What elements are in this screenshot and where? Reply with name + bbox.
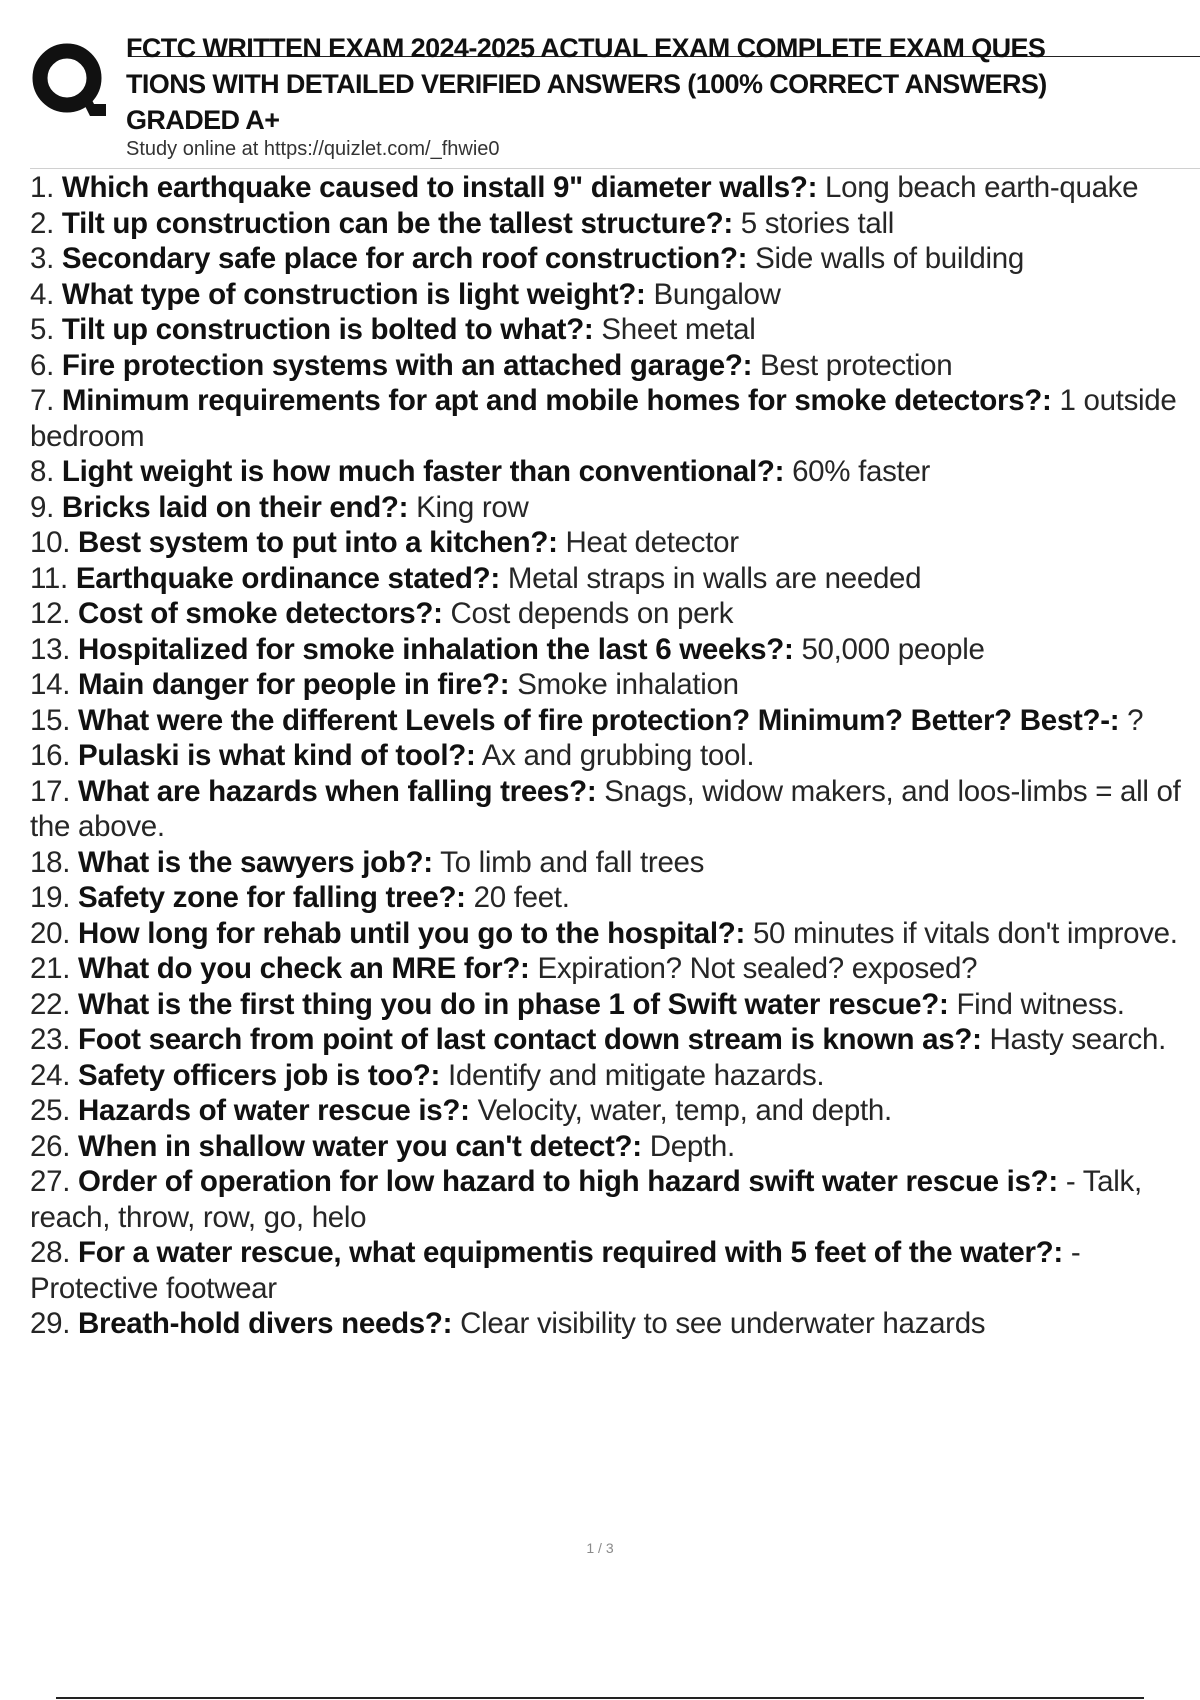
question-number: 27. xyxy=(30,1165,71,1198)
answer-text: Smoke inhalation xyxy=(517,668,739,701)
question-number: 29. xyxy=(30,1307,71,1340)
answer-text: Side walls of building xyxy=(755,242,1024,275)
question-text: When in shallow water you can't detect?: xyxy=(78,1129,642,1163)
question-list xyxy=(30,170,1200,1342)
document-header xyxy=(30,30,1200,170)
question-number: 20. xyxy=(30,916,71,950)
question-item xyxy=(30,596,1200,632)
question-number: 12. xyxy=(30,597,71,630)
question-text: What were the different Levels of fire protection? Minimum? Better? Best?-: xyxy=(78,703,1120,737)
question-item xyxy=(30,1306,1200,1342)
question-text: Which earthquake caused to install 9" diameter walls?: xyxy=(61,171,818,204)
question-item xyxy=(30,738,1200,774)
question-item xyxy=(30,206,1200,242)
question-number: 10. xyxy=(30,526,71,559)
answer-text: ? xyxy=(1127,703,1144,737)
answer-text: Ax and grubbing tool. xyxy=(481,739,755,772)
question-number: 4. xyxy=(30,277,55,311)
question-text: Minimum requirements for apt and mobile homes for smoke detectors?: xyxy=(61,384,1052,417)
question-text: Cost of smoke detectors?: xyxy=(78,597,443,630)
question-item xyxy=(30,1164,1200,1235)
question-number: 2. xyxy=(30,206,55,240)
answer-text: Cost depends on perk xyxy=(450,597,734,630)
answer-text: 1 outside bedroom xyxy=(30,384,1177,453)
question-item xyxy=(30,632,1200,668)
document-title xyxy=(126,30,1200,138)
question-item xyxy=(30,1235,1200,1306)
question-text: What do you check an MRE for?: xyxy=(78,952,530,985)
question-number: 21. xyxy=(30,952,71,985)
question-text: Breath-hold divers needs?: xyxy=(78,1307,453,1340)
answer-text: Long beach earth-quake xyxy=(825,171,1139,204)
question-text: Secondary safe place for arch roof construction?: xyxy=(61,242,748,275)
question-number: 23. xyxy=(30,1023,71,1056)
question-text: Tilt up construction is bolted to what?: xyxy=(61,313,594,346)
question-item xyxy=(30,1022,1200,1058)
question-text: Hospitalized for smoke inhalation the last 6 weeks?: xyxy=(78,632,794,666)
question-number: 15. xyxy=(30,703,71,737)
answer-text: 50 minutes if vitals don't improve. xyxy=(752,916,1178,950)
question-text: Earthquake ordinance stated?: xyxy=(75,561,500,595)
question-text: Fire protection systems with an attached garage?: xyxy=(61,348,753,382)
answer-text: Snags, widow makers, and loos-limbs = all of the above. xyxy=(30,774,1181,843)
question-text: Best system to put into a kitchen?: xyxy=(78,526,558,559)
question-item xyxy=(30,1129,1200,1165)
question-text: Safety officers job is too?: xyxy=(78,1058,441,1092)
question-text: Hazards of water rescue is?: xyxy=(78,1094,470,1127)
question-number: 22. xyxy=(30,987,71,1021)
answer-text: 5 stories tall xyxy=(740,206,894,240)
question-item xyxy=(30,951,1200,987)
answer-text: Expiration? Not sealed? exposed? xyxy=(537,952,978,985)
question-number: 5. xyxy=(30,313,55,346)
answer-text: Clear visibility to see underwater hazards xyxy=(460,1307,986,1340)
question-text: Light weight is how much faster than conventional?: xyxy=(61,455,785,488)
question-item xyxy=(30,987,1200,1023)
question-item xyxy=(30,348,1200,384)
question-number: 25. xyxy=(30,1094,71,1127)
question-text: Pulaski is what kind of tool?: xyxy=(78,739,476,772)
question-number: 17. xyxy=(30,774,71,808)
question-number: 1. xyxy=(30,171,55,204)
question-number: 26. xyxy=(30,1129,71,1163)
question-text: What type of construction is light weight?: xyxy=(61,277,646,311)
question-text: How long for rehab until you go to the hospital?: xyxy=(78,916,746,950)
question-number: 18. xyxy=(30,845,71,879)
question-item xyxy=(30,277,1200,313)
question-item xyxy=(30,703,1200,739)
question-number: 11. xyxy=(30,561,68,595)
answer-text: 60% faster xyxy=(792,455,931,488)
question-text: Safety zone for falling tree?: xyxy=(78,881,466,914)
title-line: GRADED A+ xyxy=(126,105,280,135)
question-text: Foot search from point of last contact down stream is known as?: xyxy=(78,1023,982,1056)
question-item xyxy=(30,241,1200,277)
question-item xyxy=(30,490,1200,526)
question-text: What is the sawyers job?: xyxy=(78,845,433,879)
question-item xyxy=(30,312,1200,348)
answer-text: Velocity, water, temp, and depth. xyxy=(477,1094,892,1127)
answer-text: Sheet metal xyxy=(601,313,756,346)
question-item xyxy=(30,383,1200,454)
question-number: 8. xyxy=(30,455,55,488)
answer-text: 50,000 people xyxy=(801,632,985,666)
answer-text: Depth. xyxy=(649,1129,735,1163)
question-item xyxy=(30,170,1200,206)
answer-text: Best protection xyxy=(760,348,953,382)
answer-text: Metal straps in walls are needed xyxy=(507,561,922,595)
question-item xyxy=(30,916,1200,952)
footer-rule xyxy=(56,1697,1144,1699)
answer-text: Heat detector xyxy=(565,526,739,559)
answer-text: - Protective footwear xyxy=(30,1236,1081,1305)
answer-text: 20 feet. xyxy=(473,881,570,914)
question-number: 28. xyxy=(30,1236,71,1269)
question-text: Tilt up construction can be the tallest structure?: xyxy=(61,206,733,240)
answer-text: King row xyxy=(416,490,529,524)
answer-text: Hasty search. xyxy=(989,1023,1166,1056)
question-number: 7. xyxy=(30,384,55,417)
question-item xyxy=(30,1058,1200,1094)
question-item xyxy=(30,667,1200,703)
question-item xyxy=(30,525,1200,561)
question-number: 16. xyxy=(30,739,71,772)
question-number: 14. xyxy=(30,668,71,701)
question-number: 6. xyxy=(30,348,55,382)
question-item xyxy=(30,845,1200,881)
question-text: What is the first thing you do in phase 1 of Swift water rescue?: xyxy=(78,987,949,1021)
question-text: What are hazards when falling trees?: xyxy=(78,774,597,808)
question-item xyxy=(30,1093,1200,1129)
question-number: 9. xyxy=(30,490,55,524)
question-number: 24. xyxy=(30,1058,71,1092)
quizlet-q-logo-icon xyxy=(32,38,106,122)
answer-text: - Talk, reach, throw, row, go, helo xyxy=(30,1165,1142,1234)
answer-text: Identify and mitigate hazards. xyxy=(447,1058,825,1092)
question-text: Main danger for people in fire?: xyxy=(78,668,510,701)
question-number: 19. xyxy=(30,881,71,914)
title-line: TIONS WITH DETAILED VERIFIED ANSWERS (100% CORRECT ANSWERS) xyxy=(126,69,1047,99)
header-divider xyxy=(30,168,1200,169)
answer-text: Find witness. xyxy=(956,987,1125,1021)
page-number: 1 / 3 xyxy=(586,1540,614,1556)
question-item xyxy=(30,880,1200,916)
question-text: For a water rescue, what equipmentis required with 5 feet of the water?: xyxy=(78,1236,1063,1269)
question-item xyxy=(30,774,1200,845)
question-text: Order of operation for low hazard to high hazard swift water rescue is?: xyxy=(78,1165,1058,1198)
answer-text: Bungalow xyxy=(653,277,781,311)
question-number: 13. xyxy=(30,632,71,666)
answer-text: To limb and fall trees xyxy=(440,845,705,879)
question-item xyxy=(30,454,1200,490)
question-item xyxy=(30,561,1200,597)
study-online-link[interactable]: Study online at https://quizlet.com/_fhwie0 xyxy=(126,138,500,160)
title-line: FCTC WRITTEN EXAM 2024-2025 ACTUAL EXAM COMPLETE EXAM QUES xyxy=(126,33,1046,63)
question-text: Bricks laid on their end?: xyxy=(61,490,409,524)
question-number: 3. xyxy=(30,242,55,275)
